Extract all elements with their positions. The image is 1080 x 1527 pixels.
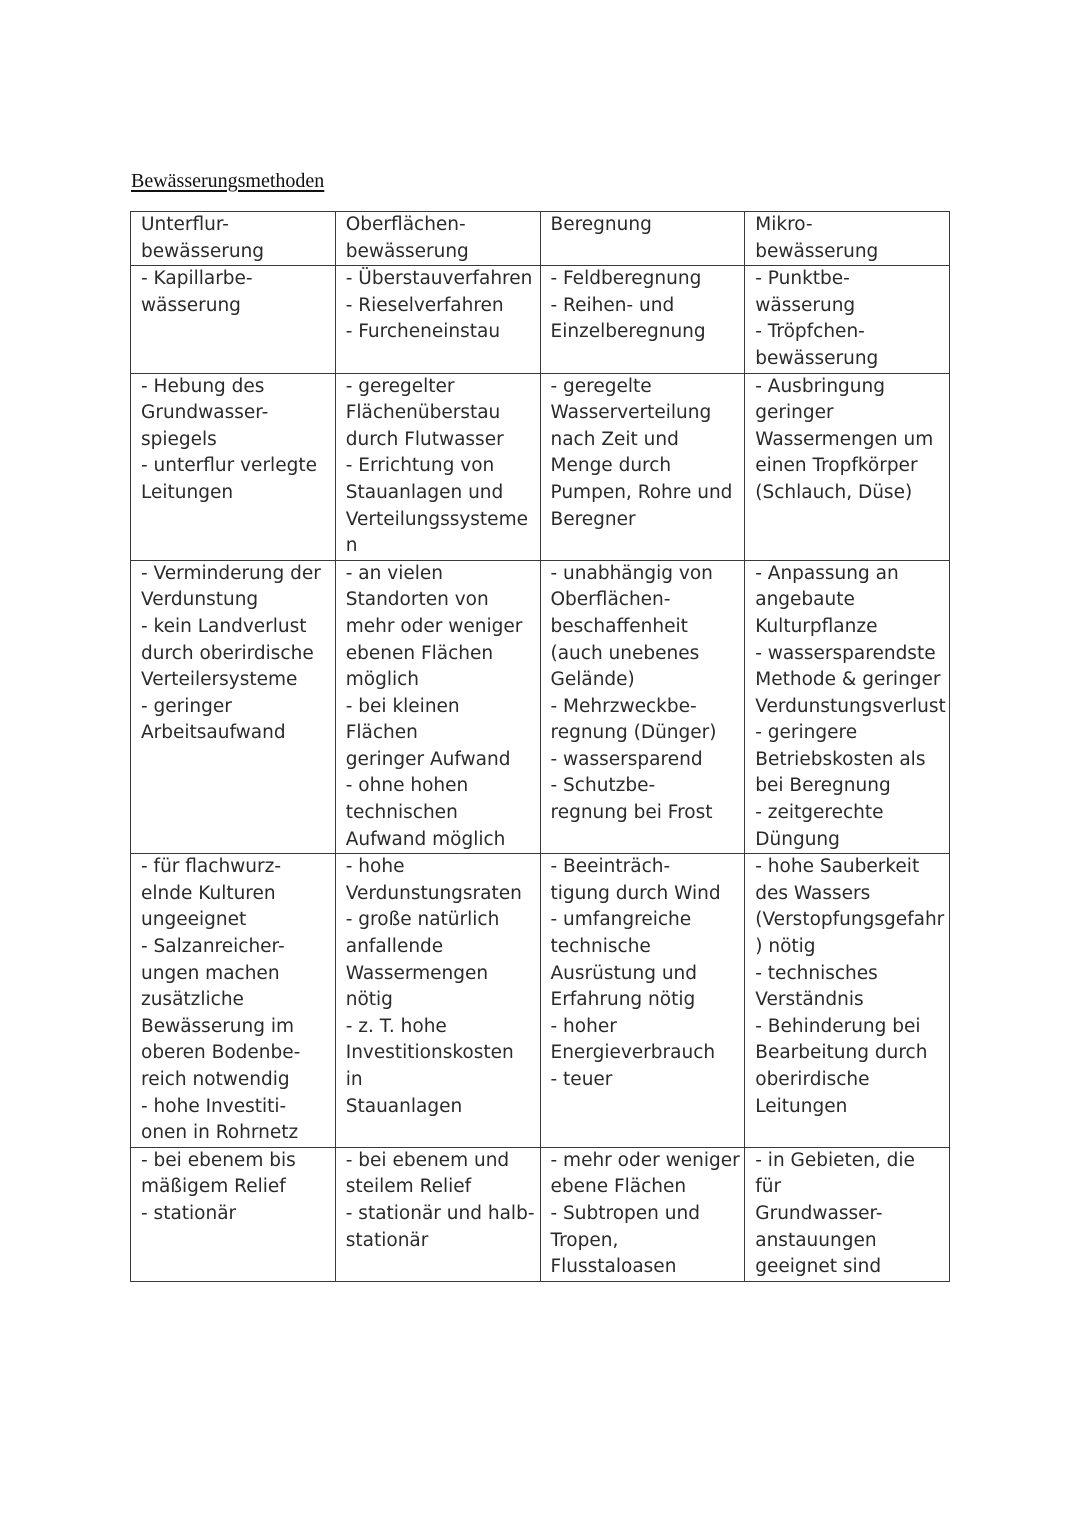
table-cell: - in Gebieten, die für Grundwasser- anstauungen geeignet sind (745, 1147, 950, 1281)
table-cell: - bei ebenem bis mäßigem Relief - stationär (131, 1147, 336, 1281)
table-cell: - Kapillarbe- wässerung (131, 266, 336, 373)
table-cell: - Überstauverfahren - Rieselverfahren - Furcheneinstau (335, 266, 540, 373)
table-cell: - geregelter Flächenüberstau durch Flutwasser - Errichtung von Stauanlagen und Verteilungssysteme n (335, 373, 540, 560)
table-cell: - Ausbringung geringer Wassermengen um einen Tropfkörper (Schlauch, Düse) (745, 373, 950, 560)
page-title: Bewässerungsmethoden (131, 170, 325, 192)
header-cell-mikro: Mikro- bewässerung (745, 212, 950, 266)
table-cell: - Feldberegnung - Reihen- und Einzelberegnung (540, 266, 745, 373)
table-cell: - mehr oder weniger ebene Flächen - Subtropen und Tropen, Flusstaloasen (540, 1147, 745, 1281)
table-cell: - hohe Sauberkeit des Wassers (Verstopfungsgefahr ) nötig - technisches Verständnis - Behinderung bei Bearbeitung durch oberirdische Leitungen (745, 854, 950, 1148)
table-cell: - für flachwurz- elnde Kulturen ungeeignet - Salzanreicher- ungen machen zusätzliche Bewässerung im oberen Bodenbe- reich notwendig - hohe Investiti- onen in Rohrnetz (131, 854, 336, 1148)
table-cell: - Verminderung der Verdunstung - kein Landverlust durch oberirdische Verteilersysteme - geringer Arbeitsaufwand (131, 560, 336, 854)
table-cell: - Hebung des Grundwasser- spiegels - unterflur verlegte Leitungen (131, 373, 336, 560)
table-header-row (131, 212, 950, 266)
table-row (131, 854, 950, 1148)
table-cell: - Anpassung an angebaute Kulturpflanze - wassersparendste Methode & geringer Verdunstungsverlust - geringere Betriebskosten als bei Beregnung - zeitgerechte Düngung (745, 560, 950, 854)
irrigation-methods-table (130, 211, 950, 1282)
table-cell: - Beeinträch- tigung durch Wind - umfangreiche technische Ausrüstung und Erfahrung nötig - hoher Energieverbrauch - teuer (540, 854, 745, 1148)
table-cell: - an vielen Standorten von mehr oder weniger ebenen Flächen möglich - bei kleinen Flächen geringer Aufwand - ohne hohen technischen Aufwand möglich (335, 560, 540, 854)
table-cell: - hohe Verdunstungsraten - große natürlich anfallende Wassermengen nötig - z. T. hohe Investitionskosten in Stauanlagen (335, 854, 540, 1148)
table-row (131, 560, 950, 854)
table-cell: - geregelte Wasserverteilung nach Zeit und Menge durch Pumpen, Rohre und Beregner (540, 373, 745, 560)
header-cell-oberflaeche: Oberflächen- bewässerung (335, 212, 540, 266)
table-row (131, 373, 950, 560)
header-cell-unterflur: Unterflur- bewässerung (131, 212, 336, 266)
table-cell: - Punktbe- wässerung - Tröpfchen- bewässerung (745, 266, 950, 373)
header-cell-beregnung: Beregnung (540, 212, 745, 266)
table-cell: - unabhängig von Oberflächen- beschaffenheit (auch unebenes Gelände) - Mehrzweckbe- regnung (Dünger) - wassersparend - Schutzbe- regnung bei Frost (540, 560, 745, 854)
table-row (131, 1147, 950, 1281)
table-row (131, 266, 950, 373)
table-cell: - bei ebenem und steilem Relief - stationär und halb- stationär (335, 1147, 540, 1281)
